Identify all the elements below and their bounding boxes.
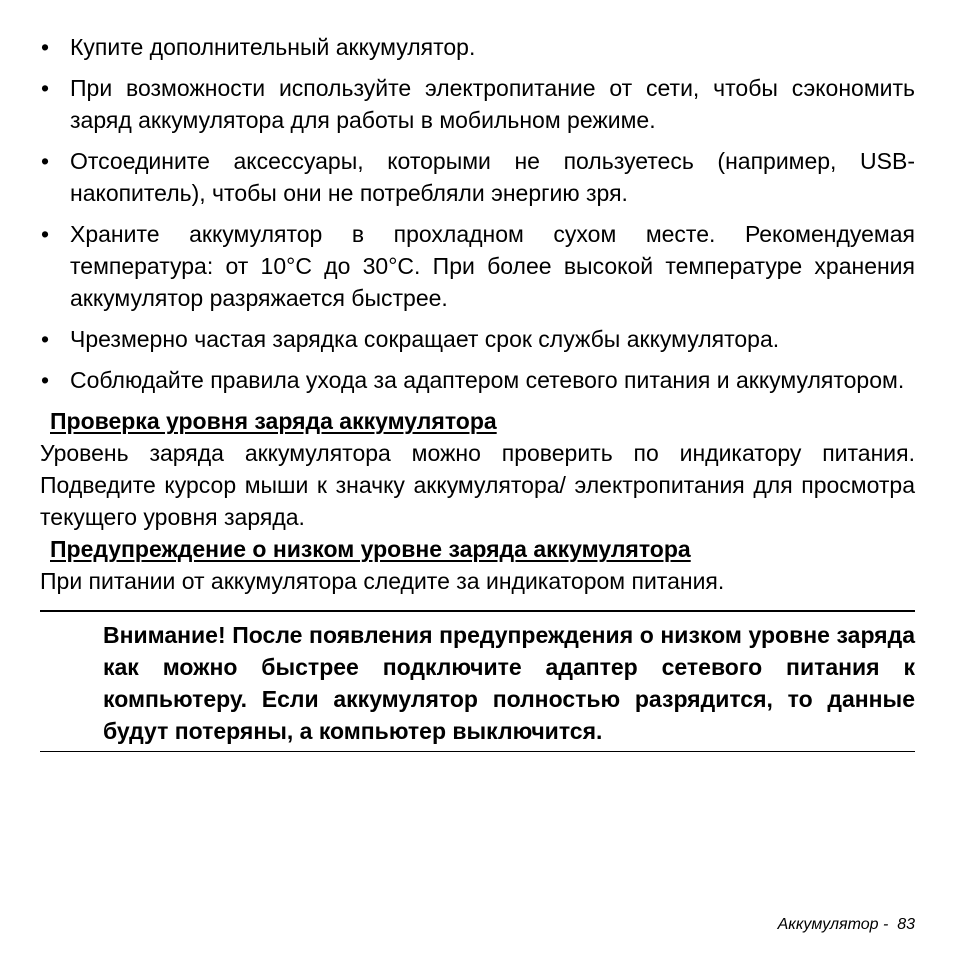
list-item-text: Соблюдайте правила ухода за адаптером сетевого питания и аккумулятором. xyxy=(70,367,905,393)
section-heading-low-battery-warning: Предупреждение о низком уровне заряда аккумулятора xyxy=(50,536,691,562)
bullet-marker: • xyxy=(41,221,50,247)
document-page xyxy=(40,31,915,752)
caution-box xyxy=(40,610,915,752)
bullet-marker: • xyxy=(41,148,50,174)
battery-check-paragraph: Уровень заряда аккумулятора можно проверить по индикатору питания. Подведите курсор мыши к значку аккумулятора/ электропитания для просмотра текущего уровня заряда. xyxy=(40,440,915,530)
bullet-marker: • xyxy=(41,34,50,60)
list-item-text: Купите дополнительный аккумулятор. xyxy=(70,34,476,60)
tips-list xyxy=(40,31,915,396)
footer-chapter: Аккумулятор - xyxy=(777,916,889,933)
bullet-marker: • xyxy=(41,75,50,101)
list-item xyxy=(40,364,915,396)
list-item xyxy=(40,218,915,314)
list-item xyxy=(40,31,915,63)
list-item-text: Отсоедините аксессуары, которыми не пользуетесь (например, USB-накопитель), чтобы они не потребляли энергию зря. xyxy=(70,148,915,206)
bullet-marker: • xyxy=(41,367,50,393)
list-item-text: Чрезмерно частая зарядка сокращает срок службы аккумулятора. xyxy=(70,326,780,352)
section-heading-battery-check: Проверка уровня заряда аккумулятора xyxy=(50,408,497,434)
page-footer xyxy=(778,916,915,934)
bullet-marker: • xyxy=(41,326,50,352)
list-item xyxy=(40,72,915,136)
list-item-text: Храните аккумулятор в прохладном сухом месте. Рекомендуемая температура: от 10°C до 30°C. При более высокой температуре хранения аккумулятор разряжается быстрее. xyxy=(70,221,915,311)
list-item xyxy=(40,323,915,355)
list-item-text: При возможности используйте электропитание от сети, чтобы сэкономить заряд аккумулятора для работы в мобильном режиме. xyxy=(70,75,915,133)
caution-text: Внимание! После появления предупреждения о низком уровне заряда как можно быстрее подключите адаптер сетевого питания к компьютеру. Если аккумулятор полностью разрядится, то данные будут потеряны, а компьютер выключится. xyxy=(103,622,915,744)
low-battery-paragraph: При питании от аккумулятора следите за индикатором питания. xyxy=(40,568,725,594)
list-item xyxy=(40,145,915,209)
page-number: 83 xyxy=(897,916,915,933)
